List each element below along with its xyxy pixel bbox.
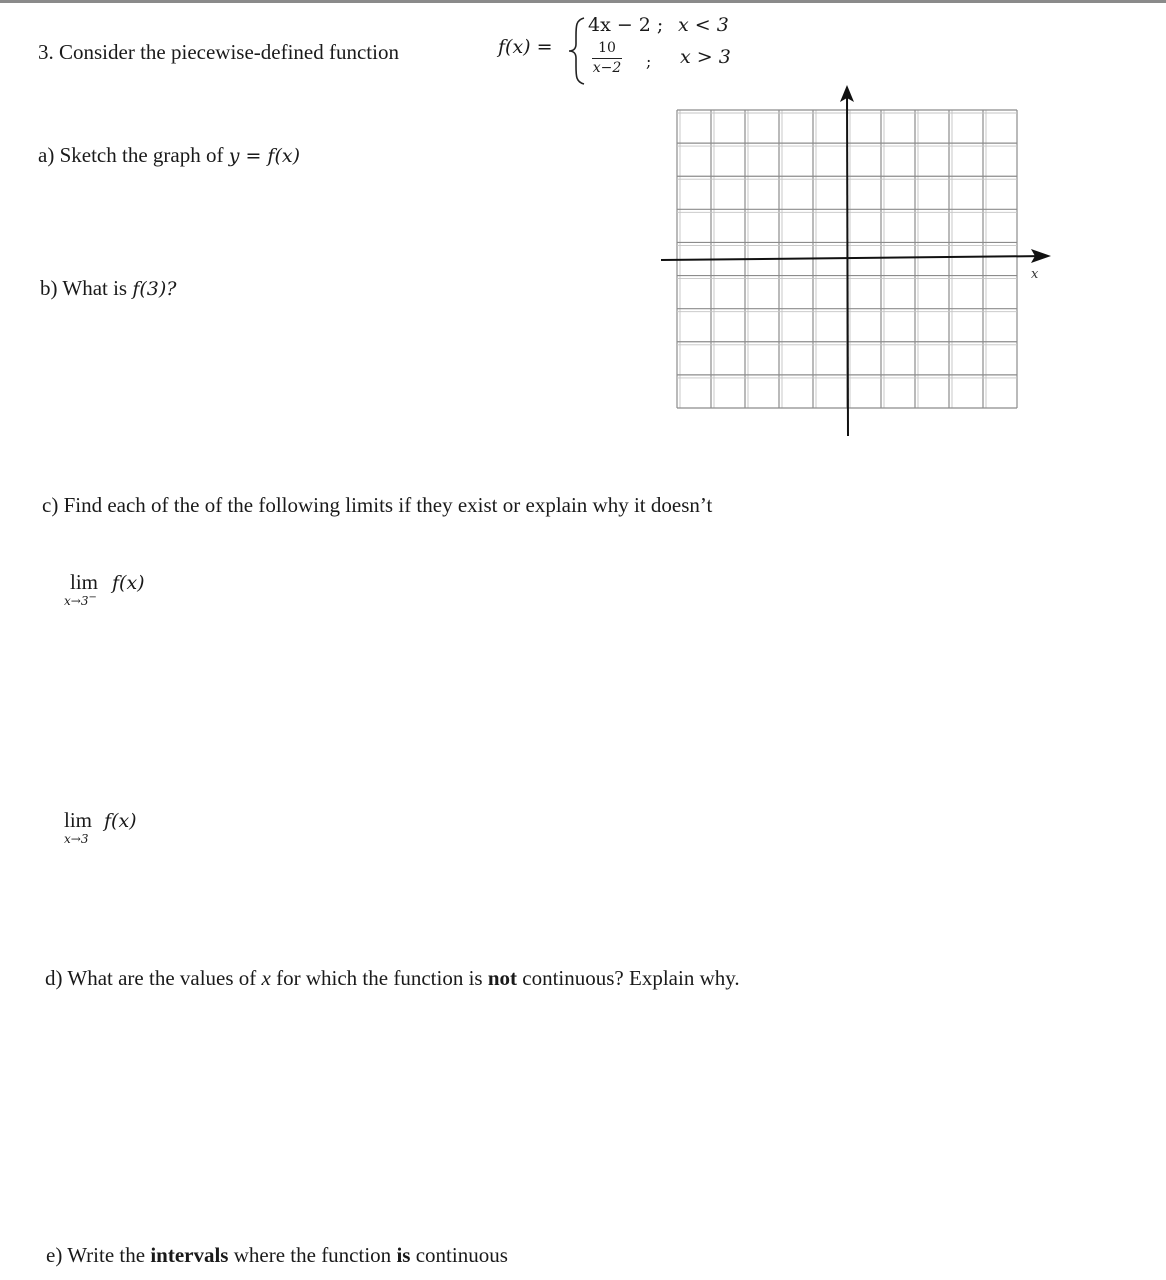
part-c — [42, 493, 712, 518]
part-a-label: a) — [38, 143, 55, 167]
function-lhs: f(x) = — [498, 36, 553, 58]
limit-two-sided-word: lim — [64, 808, 93, 832]
x-axis — [661, 256, 1047, 260]
limit-two-sided-expression: f(x) — [104, 810, 137, 832]
part-e-bold-1: intervals — [150, 1243, 229, 1267]
part-e-label: e) — [46, 1243, 63, 1267]
piece-2-condition: x > 3 — [680, 46, 731, 68]
part-e-text-2: where the function — [233, 1243, 392, 1267]
limit-left-expression: f(x) — [112, 572, 145, 594]
fraction-numerator: 10 — [598, 40, 616, 56]
part-b-math: f(3)? — [132, 278, 177, 300]
part-b-label: b) — [40, 276, 58, 300]
part-e-text-3: continuous — [415, 1243, 508, 1267]
page-top-border — [0, 0, 1166, 3]
fraction-bar — [592, 58, 622, 59]
question-number: 3. — [38, 40, 54, 64]
part-d-text-2: for which the function is — [276, 966, 483, 990]
piecewise-brace-icon — [566, 14, 590, 88]
part-a-math: y = f(x) — [228, 145, 301, 167]
part-d-bold: not — [487, 966, 518, 990]
piece-1-expr: 4x − 2 ; — [588, 14, 664, 36]
part-d-text-1: What are the values of — [67, 966, 257, 990]
part-d-variable: x — [261, 966, 271, 990]
part-b — [40, 276, 177, 301]
piece-2-separator: ; — [646, 52, 652, 71]
part-d — [45, 966, 740, 991]
part-a — [38, 143, 300, 168]
part-c-text: Find each of the of the following limits if they exist or explain why it doesn’t — [63, 493, 713, 517]
limit-left-subscript: x→3− — [64, 592, 97, 608]
question-header — [38, 40, 399, 65]
x-axis-label: x — [1031, 267, 1039, 282]
coordinate-grid — [655, 80, 1055, 440]
piece-1 — [588, 14, 663, 36]
part-e-text-1: Write the — [67, 1243, 146, 1267]
limit-left-word: lim — [70, 570, 99, 594]
limit-two-sided-subscript: x→3 — [64, 832, 89, 846]
limit-two-sided — [62, 808, 172, 848]
fraction-denominator: x−2 — [592, 60, 622, 76]
part-e-bold-2: is — [396, 1243, 411, 1267]
part-d-text-3: continuous? Explain why. — [522, 966, 740, 990]
y-axis — [847, 92, 848, 436]
limit-left-superscript: − — [88, 592, 97, 603]
part-d-label: d) — [45, 966, 63, 990]
piece-2-fraction — [592, 40, 622, 76]
limit-left — [62, 570, 172, 610]
part-b-text: What is — [62, 276, 128, 300]
question-prompt: Consider the piecewise-defined function — [59, 40, 399, 64]
part-c-label: c) — [42, 493, 59, 517]
part-e — [46, 1243, 508, 1268]
piece-1-condition: x < 3 — [678, 14, 729, 36]
part-a-text: Sketch the graph of — [59, 143, 224, 167]
